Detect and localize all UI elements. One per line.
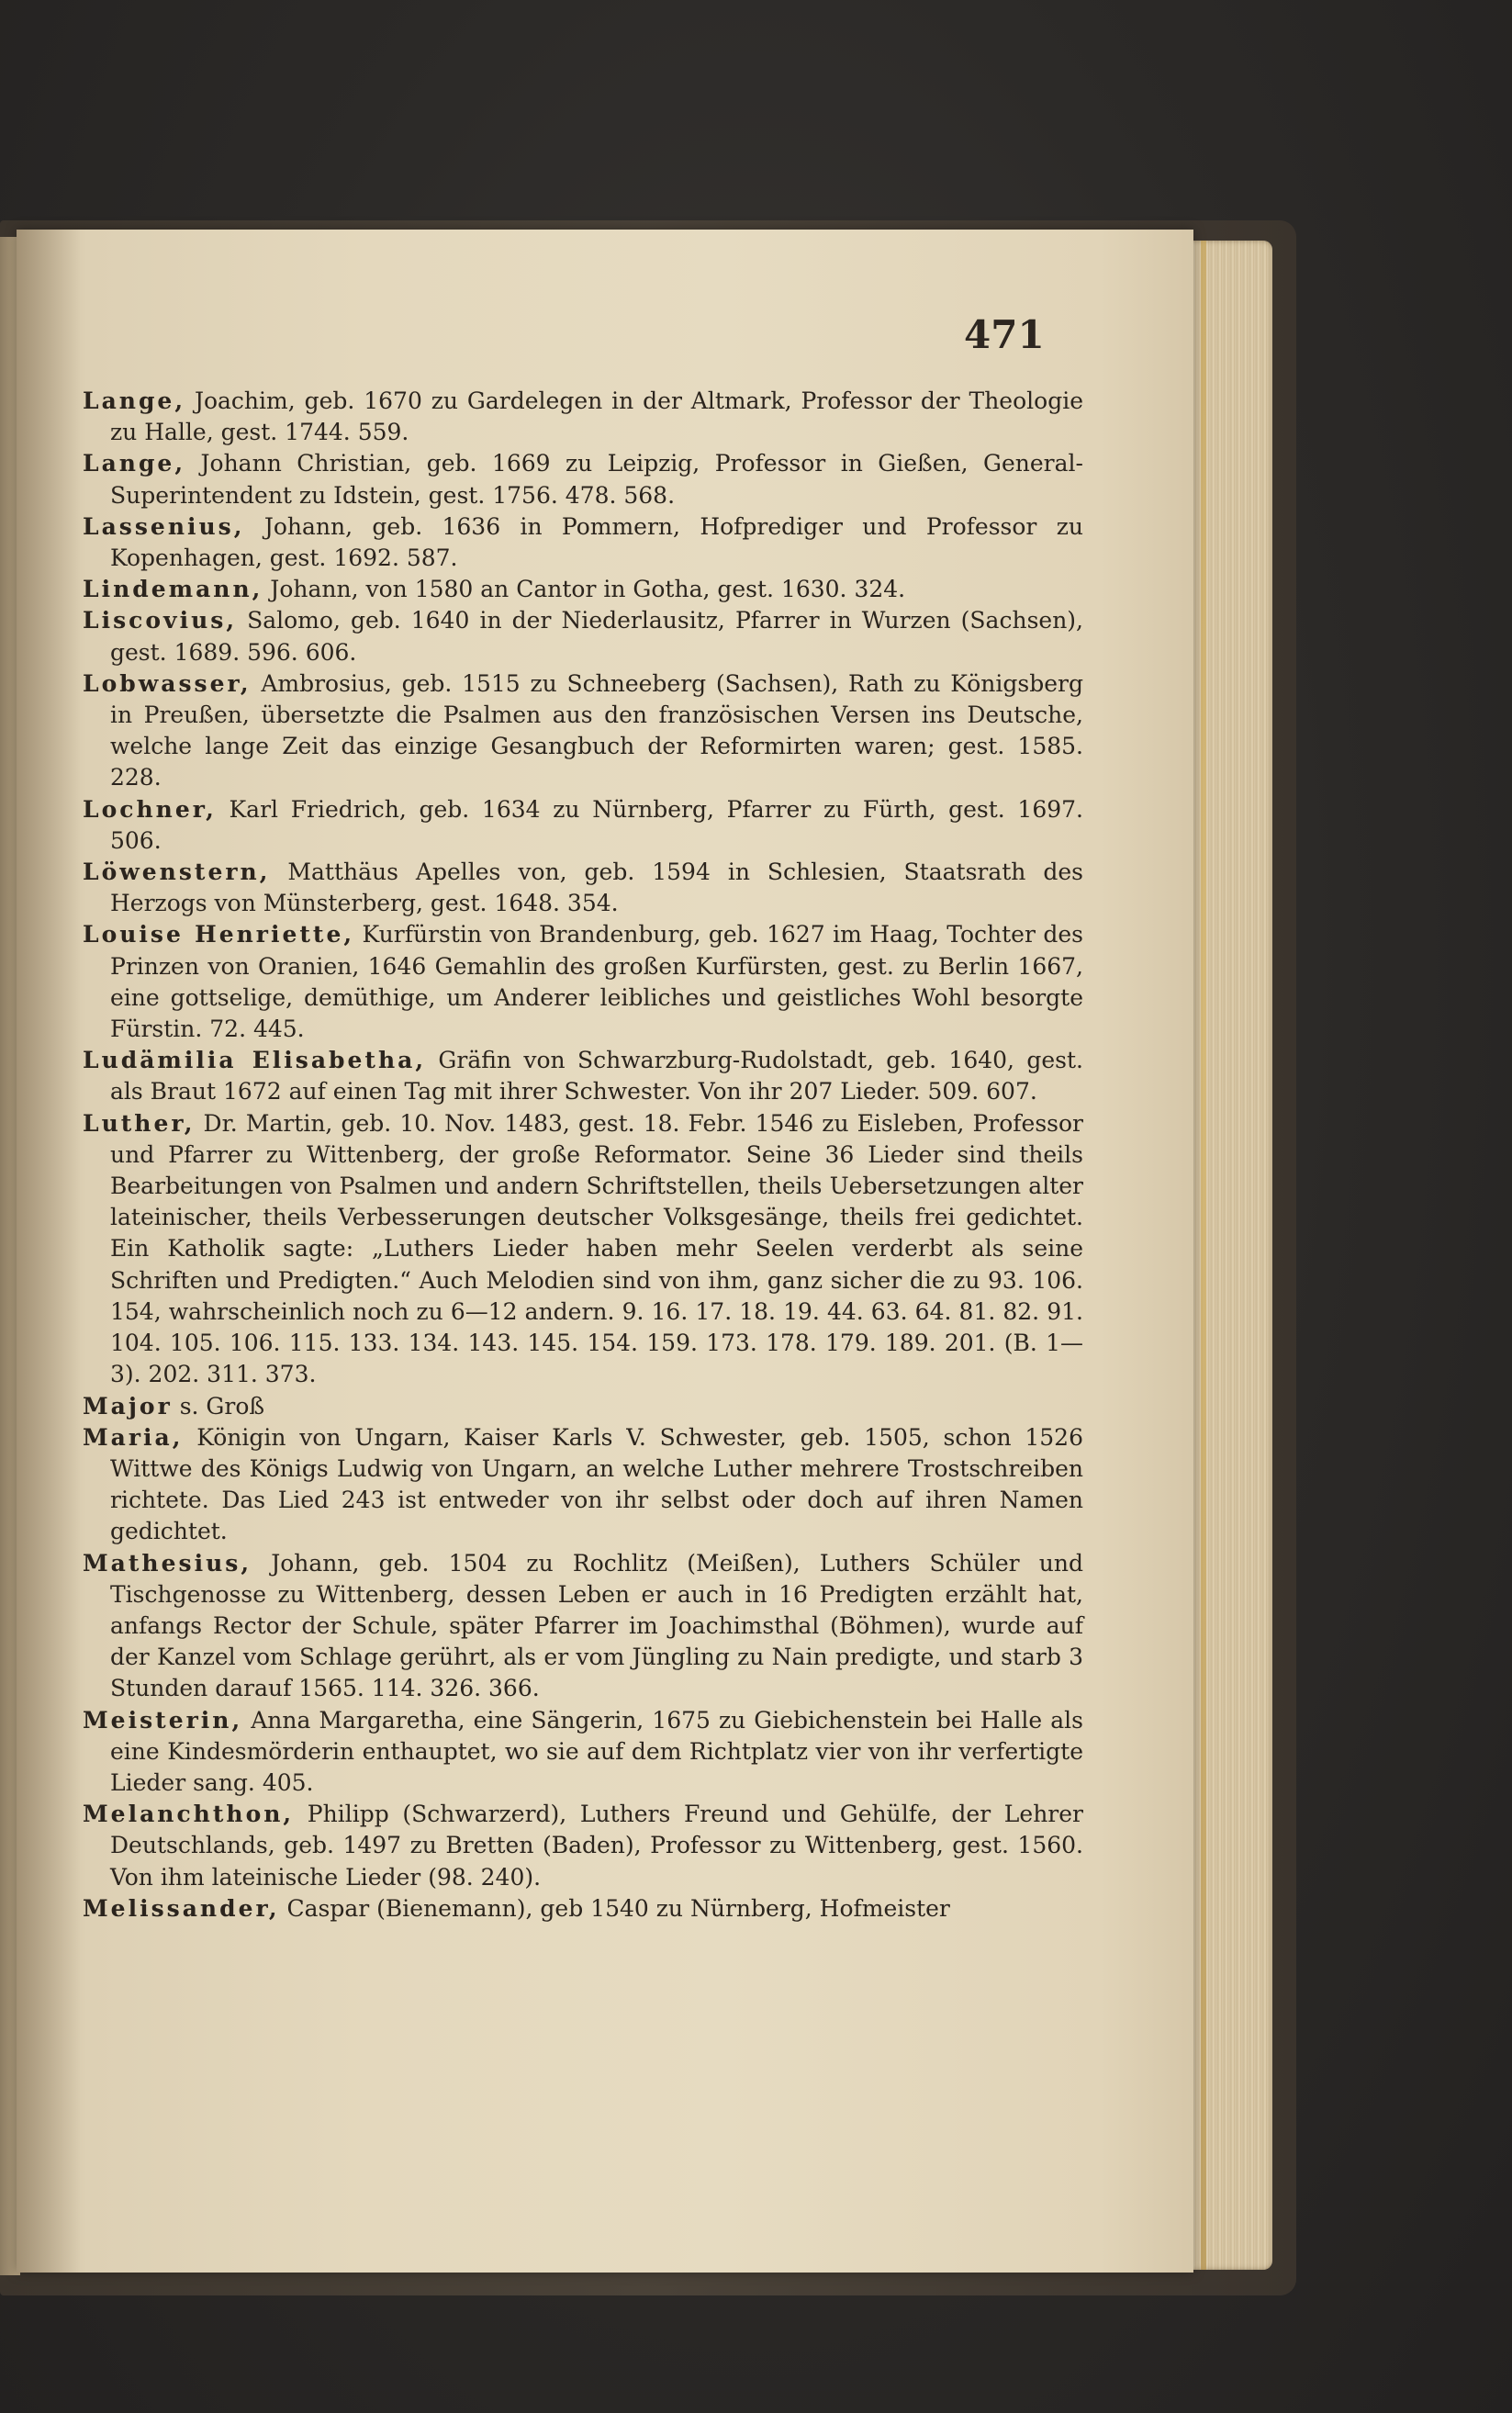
entry-text: Caspar (Bienemann), geb 1540 zu Nürnberg, Hofmeister [279, 1894, 950, 1922]
page-number: 471 [964, 312, 1045, 357]
register-entries [83, 386, 1083, 1925]
entry-headword: Maria, [83, 1423, 184, 1451]
entry-text: Kurfürstin von Brandenburg, geb. 1627 im Haag, Tochter des Prinzen von Oranien, 1646 Gemahlin des großen Kurfürsten, gest. zu Berlin 1667, eine gottselige, demüthige, um Anderer leibliches und geistliches Wohl besorgte Fürstin. 72. 445. [110, 921, 1083, 1043]
entry-text: Salomo, geb. 1640 in der Niederlausitz, Pfarrer in Wurzen (Sachsen), gest. 1689. 596. 606. [110, 607, 1083, 666]
entry-headword: Lochner, [83, 795, 217, 823]
entry-headword: Luther, [83, 1109, 196, 1137]
entry-text: Johann, geb. 1636 in Pommern, Hofprediger und Professor zu Kopenhagen, gest. 1692. 587. [110, 512, 1083, 572]
register-entry [83, 1391, 1083, 1422]
entry-text: Gräfin von Schwarzburg-Rudolstadt, geb. 1640, gest. als Braut 1672 auf einen Tag mit ihrer Schwester. Von ihr 207 Lieder. 509. 607. [110, 1047, 1083, 1105]
register-entry [83, 1108, 1083, 1391]
entry-text: Johann Christian, geb. 1669 zu Leipzig, Professor in Gießen, General-Superintendent zu Idstein, gest. 1756. 478. 568. [110, 450, 1083, 509]
entry-headword: Löwenstern, [83, 859, 271, 886]
entry-text: Matthäus Apelles von, geb. 1594 in Schlesien, Staatsrath des Herzogs von Münsterberg, gest. 1648. 354. [110, 859, 1083, 917]
entry-text: Karl Friedrich, geb. 1634 zu Nürnberg, Pfarrer zu Fürth, gest. 1697. 506. [110, 795, 1083, 854]
entry-text: Philipp (Schwarzerd), Luthers Freund und Gehülfe, der Lehrer Deutschlands, geb. 1497 zu Bretten (Baden), Professor zu Wittenberg, gest. 1560. Von ihm lateinische Lieder (98. 240). [110, 1801, 1083, 1891]
register-entry [83, 386, 1083, 448]
register-entry [83, 605, 1083, 668]
entry-headword: Lobwasser, [83, 669, 252, 697]
entry-headword: Lange, [83, 450, 186, 477]
register-entry [83, 511, 1083, 574]
entry-headword: Lassenius, [83, 512, 245, 540]
register-entry [83, 1548, 1083, 1705]
register-entry [83, 1045, 1083, 1107]
entry-headword: Lange, [83, 387, 186, 414]
entry-text: Johann, geb. 1504 zu Rochlitz (Meißen), Luthers Schüler und Tischgenosse zu Wittenberg, dessen Leben er auch in 16 Predigten erzählt hat, anfangs Rector der Schule, später Pfarrer im Joachimsthal (Böhmen), wurde auf der Kanzel vom Schlage gerührt, als er vom Jüngling zu Nain predigte, und starb 3 Stunden darauf 1565. 114. 326. 366. [110, 1549, 1083, 1702]
register-entry [83, 1422, 1083, 1548]
entry-headword: Melissander, [83, 1894, 280, 1922]
entry-text: s. Groß [172, 1392, 265, 1420]
register-entry [83, 794, 1083, 857]
register-entry [83, 857, 1083, 919]
entry-text: Anna Margaretha, eine Sängerin, 1675 zu Giebichenstein bei Halle als eine Kindesmörderin enthauptet, wo sie auf dem Richtplatz vier von ihr verfertigte Lieder sang. 405. [110, 1706, 1083, 1796]
entry-text: Ambrosius, geb. 1515 zu Schneeberg (Sachsen), Rath zu Königsberg in Preußen, übersetzte die Psalmen aus den französischen Versen ins Deutsche, welche lange Zeit das einzige Gesangbuch der Reformirten waren; gest. 1585. 228. [110, 669, 1083, 791]
register-entry [83, 448, 1083, 511]
register-entry [83, 574, 1083, 605]
entry-text: Joachim, geb. 1670 zu Gardelegen in der Altmark, Professor der Theologie zu Halle, gest. 1744. 559. [110, 387, 1083, 446]
register-entry [83, 668, 1083, 794]
entry-headword: Melanchthon, [83, 1801, 295, 1828]
register-entry [83, 1705, 1083, 1800]
entry-headword: Louise Henriette, [83, 921, 355, 948]
entry-headword: Meisterin, [83, 1706, 243, 1734]
entry-headword: Ludämilia Elisabetha, [83, 1047, 427, 1074]
register-entry [83, 1799, 1083, 1893]
entry-headword: Lindemann, [83, 576, 263, 603]
entry-headword: Major [83, 1392, 173, 1420]
entry-text: Königin von Ungarn, Kaiser Karls V. Schwester, geb. 1505, schon 1526 Wittwe des Königs Ludwig von Ungarn, an welche Luther mehrere Trostschreiben richtete. Das Lied 243 ist entweder von ihr selbst oder doch auf ihren Namen gedichtet. [110, 1423, 1083, 1545]
book-page [17, 230, 1193, 2273]
gilt-edge [1201, 241, 1206, 2270]
register-entry [83, 1893, 1083, 1925]
entry-headword: Liscovius, [83, 607, 238, 634]
entry-text: Dr. Martin, geb. 10. Nov. 1483, gest. 18. Febr. 1546 zu Eisleben, Professor und Pfarrer zu Wittenberg, der große Reformator. Seine 36 Lieder sind theils Bearbeitungen von Psalmen und andern Schriftstellen, theils Uebersetzungen alter lateinischer, theils Verbesserungen deutscher Volksgesänge, theils frei gedichtet. Ein Katholik sagte: „Luthers Lieder haben mehr Seelen verderbt als seine Schriften und Predigten.“ Auch Melodien sind von ihm, ganz sicher die zu 93. 106. 154, wahrscheinlich noch zu 6—12 andern. 9. 16. 17. 18. 19. 44. 63. 64. 81. 82. 91. 104. 105. 106. 115. 133. 134. 143. 145. 154. 159. 173. 178. 179. 189. 201. (B. 1—3). 202. 311. 373. [110, 1109, 1083, 1388]
entry-text: Johann, von 1580 an Cantor in Gotha, gest. 1630. 324. [263, 576, 906, 603]
gutter-shadow [17, 230, 81, 2273]
entry-headword: Mathesius, [83, 1549, 252, 1577]
register-entry [83, 919, 1083, 1045]
